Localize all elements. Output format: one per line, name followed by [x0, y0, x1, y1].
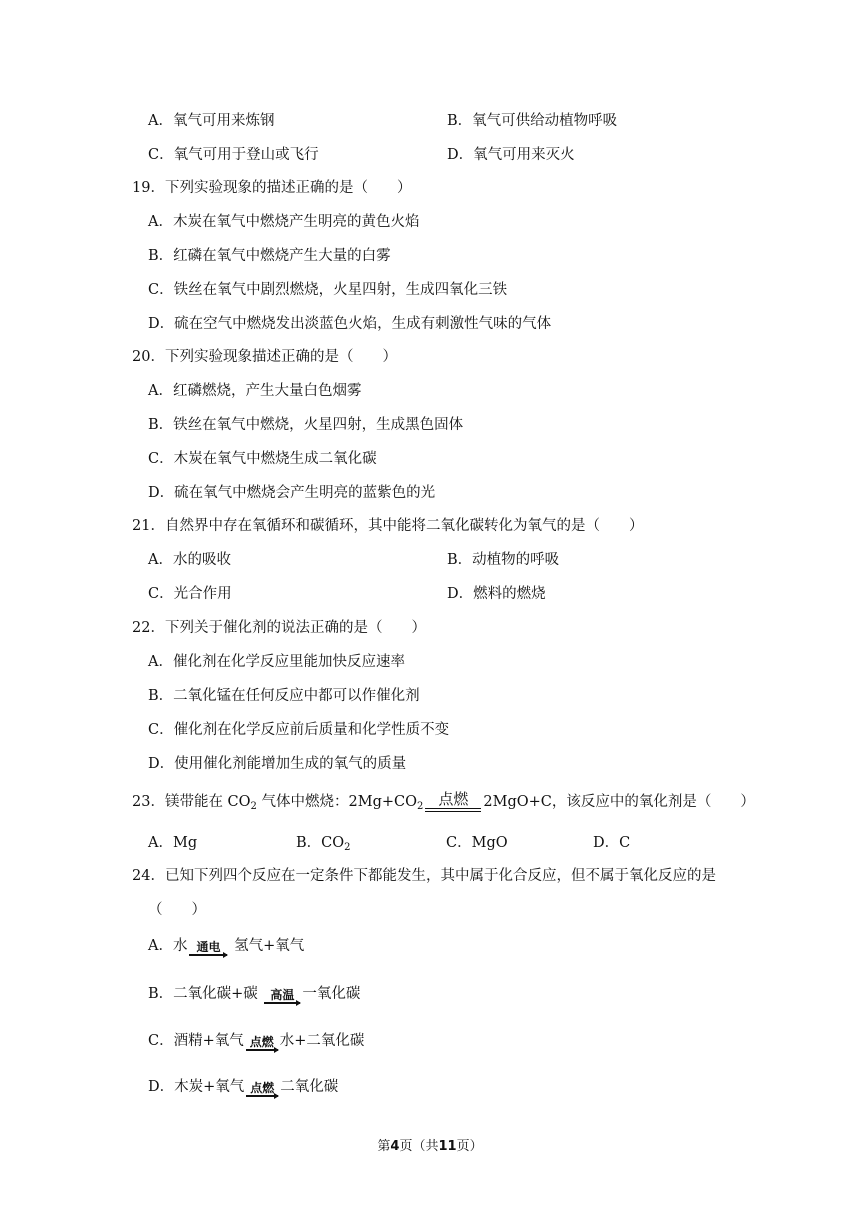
q21-option-c: C．光合作用	[148, 586, 232, 602]
q23-stem-pre: 23．镁带能在 CO	[132, 794, 251, 810]
q24-option-c-condition: 点燃	[249, 1035, 274, 1049]
q19-option-a: A．木炭在氧气中燃烧产生明亮的黄色火焰	[148, 214, 420, 230]
q24-option-d-condition: 点燃	[250, 1081, 275, 1095]
q18-option-b: B．氧气可供给动植物呼吸	[447, 113, 618, 129]
q20-option-a: A．红磷燃烧，产生大量白色烟雾	[148, 383, 362, 399]
q24-option-a-pre: A．水	[148, 938, 188, 954]
reaction-arrow-icon	[264, 1002, 300, 1004]
q24-option-d	[148, 1077, 338, 1097]
q24-option-b	[148, 984, 360, 1004]
q24-answer-blank: （ ）	[148, 902, 206, 918]
q18-option-c: C．氧气可用于登山或飞行	[148, 147, 319, 163]
q22-option-a: A．催化剂在化学反应里能加快反应速率	[148, 654, 405, 670]
q23-option-d: D．C	[593, 835, 631, 851]
q24-option-a-condition: 通电	[196, 940, 221, 954]
page-footer	[0, 1138, 860, 1156]
q19-option-b: B．红磷在氧气中燃烧产生大量的白雾	[148, 248, 391, 264]
q23-stem-sub: 2	[250, 801, 257, 812]
reaction-arrow-icon	[246, 1049, 278, 1051]
q23-stem: 23．镁带能在 $CO_2$ 气体中燃烧：$2Mg+CO_2$ 点燃 2MgO+C，该反应中的氧化剂是（ ）	[132, 790, 755, 812]
q18-option-d: D．氧气可用来灭火	[447, 147, 575, 163]
q22-option-b: B．二氧化锰在任何反应中都可以作催化剂	[148, 688, 420, 704]
q22-option-d: D．使用催化剂能增加生成的氧气的质量	[148, 756, 407, 772]
q23-option-b-text: B．CO	[296, 835, 345, 851]
q22-option-c: C．催化剂在化学反应前后质量和化学性质不变	[148, 722, 450, 738]
q23-option-a: A．Mg	[148, 835, 198, 851]
q21-option-d: D．燃料的燃烧	[447, 586, 546, 602]
q24-option-c	[148, 1031, 364, 1051]
q22-stem: 22．下列关于催化剂的说法正确的是（ ）	[132, 620, 426, 636]
q23-option-b-sub: 2	[344, 842, 351, 853]
q24-option-d-post: 二氧化碳	[280, 1079, 339, 1095]
q23-reaction-condition	[425, 792, 481, 812]
q21-stem: 21．自然界中存在氧循环和碳循环，其中能将二氧化碳转化为氧气的是（ ）	[132, 518, 644, 534]
q23-condition-label: 点燃	[438, 790, 469, 808]
q19-option-d: D．硫在空气中燃烧发出淡蓝色火焰，生成有刺激性气味的气体	[148, 316, 552, 332]
q24-option-d-pre: D．木炭+氧气	[148, 1079, 245, 1095]
q24-option-b-post: 一氧化碳	[302, 986, 361, 1002]
q23-option-b	[296, 833, 351, 853]
q24-option-a	[148, 936, 304, 956]
footer-mid: 页（共	[399, 1139, 439, 1154]
q24-option-c-arrow	[246, 1035, 278, 1051]
footer-pre: 第	[377, 1139, 391, 1154]
q24-stem: 24．已知下列四个反应在一定条件下都能发生，其中属于化合反应，但不属于氧化反应的是	[132, 868, 716, 884]
q23-stem-mid: 气体中燃烧：2Mg+CO	[256, 794, 418, 810]
q23-stem-post: 2MgO+C，该反应中的氧化剂是（ ）	[483, 794, 755, 810]
q24-option-c-post: 水+二氧化碳	[279, 1033, 365, 1049]
q20-option-c: C．木炭在氧气中燃烧生成二氧化碳	[148, 451, 377, 467]
footer-total-pages: 11	[438, 1139, 457, 1154]
q24-option-a-post: 氢气+氧气	[234, 938, 305, 954]
q19-stem: 19．下列实验现象的描述正确的是（ ）	[132, 180, 412, 196]
footer-page-number: 4	[390, 1139, 400, 1154]
q24-option-b-condition: 高温	[270, 988, 295, 1002]
q18-option-a: A．氧气可用来炼钢	[148, 113, 275, 129]
q19-option-c: C．铁丝在氧气中剧烈燃烧，火星四射，生成四氧化三铁	[148, 282, 508, 298]
q23-equals-bar-top	[425, 808, 481, 809]
q24-option-d-arrow	[246, 1081, 278, 1097]
q24-option-a-arrow	[189, 940, 227, 956]
q24-option-b-pre: B．二氧化碳+碳	[148, 986, 258, 1002]
footer-post: 页）	[456, 1139, 483, 1154]
q20-stem: 20．下列实验现象描述正确的是（ ）	[132, 349, 397, 365]
q23-option-c: C．MgO	[446, 835, 508, 851]
q21-option-b: B．动植物的呼吸	[447, 552, 560, 568]
q20-option-b: B．铁丝在氧气中燃烧，火星四射，生成黑色固体	[148, 417, 464, 433]
reaction-arrow-icon	[189, 954, 227, 956]
reaction-arrow-icon	[246, 1095, 278, 1097]
q23-equals-bar-bottom	[425, 811, 481, 812]
q24-option-c-pre: C．酒精+氧气	[148, 1033, 244, 1049]
q24-option-b-arrow	[264, 988, 300, 1004]
q20-option-d: D．硫在氧气中燃烧会产生明亮的蓝紫色的光	[148, 485, 436, 501]
q21-option-a: A．水的吸收	[148, 552, 231, 568]
